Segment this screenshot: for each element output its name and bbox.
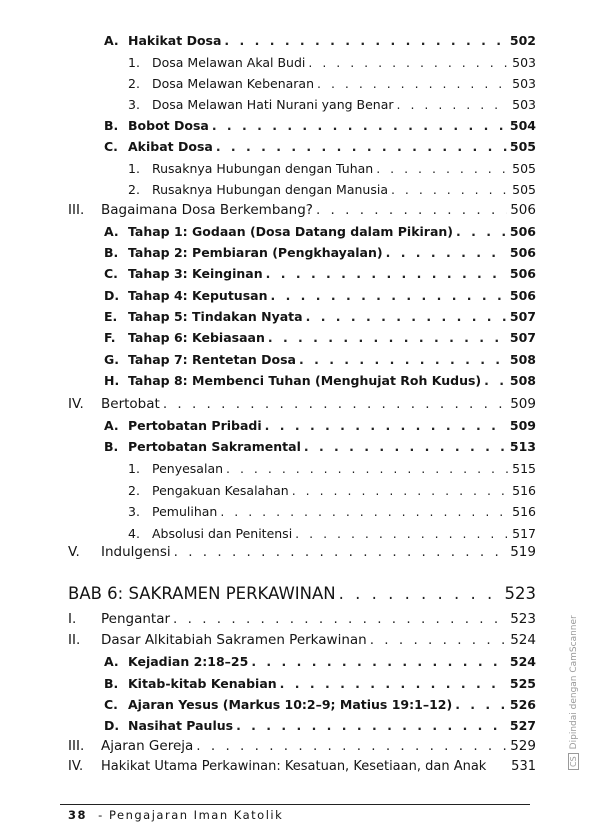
toc-leader-dots — [295, 526, 509, 541]
toc-entry-number: 2. — [128, 182, 140, 197]
book-title: Pengajaran Iman Katolik — [108, 808, 284, 822]
toc-entry — [128, 97, 536, 112]
toc-entry-title: Rusaknya Hubungan dengan Manusia — [152, 182, 388, 197]
toc-entry-page: 503 — [512, 97, 536, 112]
toc-entry-title: Rusaknya Hubungan dengan Tuhan — [152, 161, 374, 176]
toc-entry-title: Pertobatan Pribadi — [128, 418, 262, 433]
toc-entry-number: D. — [104, 718, 120, 733]
toc-entry-number: A. — [104, 224, 119, 239]
toc-entry-number: 2. — [128, 483, 140, 498]
toc-entry-page: 516 — [512, 504, 536, 519]
toc-leader-dots — [456, 224, 507, 239]
toc-leader-dots — [370, 632, 508, 648]
toc-entry-page: 504 — [509, 118, 536, 133]
toc-entry-title: Akibat Dosa — [128, 139, 213, 154]
toc-entry-page: 526 — [509, 697, 536, 712]
toc-entry-number: III. — [68, 202, 85, 218]
toc-leader-dots — [455, 697, 507, 712]
toc-leader-dots — [226, 461, 509, 476]
toc-leader-dots — [212, 118, 507, 133]
toc-section-entry — [68, 544, 536, 560]
toc-leader-dots — [196, 738, 507, 754]
toc-leader-dots — [376, 161, 509, 176]
toc-entry-title: Bagaimana Dosa Berkembang? — [101, 202, 313, 218]
toc-entry-number: V. — [68, 544, 80, 560]
toc-entry-number: G. — [104, 352, 120, 367]
toc-entry-number: C. — [104, 139, 118, 154]
toc-section-entry — [68, 759, 536, 774]
toc-entry-page: 508 — [509, 352, 536, 367]
toc-entry-title: Tahap 3: Keinginan — [128, 266, 263, 281]
toc-entry-title: Ajaran Gereja — [101, 738, 194, 754]
toc-entry-title: Bobot Dosa — [128, 118, 209, 133]
toc-entry-page: 505 — [512, 182, 536, 197]
toc-entry-page: 517 — [512, 526, 536, 541]
toc-entry-title: Dosa Melawan Akal Budi — [152, 55, 306, 70]
toc-entry-number: B. — [104, 118, 119, 133]
toc-entry-page: 506 — [509, 266, 536, 281]
toc-entry — [104, 654, 536, 669]
toc-entry — [104, 718, 536, 733]
toc-entry — [104, 352, 536, 367]
toc-leader-dots — [163, 396, 507, 412]
toc-entry-page: 503 — [512, 55, 536, 70]
toc-section-entry — [68, 396, 536, 412]
toc-entry-title: Dasar Alkitabiah Sakramen Perkawinan — [101, 632, 367, 648]
toc-entry-page: 502 — [509, 33, 536, 48]
toc-entry — [104, 118, 536, 133]
toc-entry — [104, 33, 536, 48]
toc-entry-title: Tahap 8: Membenci Tuhan (Menghujat Roh Kudus) — [128, 373, 482, 388]
toc-entry-number: B. — [104, 439, 119, 454]
toc-entry-number: III. — [68, 738, 85, 754]
toc-entry-title: Tahap 5: Tindakan Nyata — [128, 309, 303, 324]
toc-entry-page: 523 — [510, 611, 536, 627]
toc-entry-title: Dosa Melawan Kebenaran — [152, 76, 314, 91]
toc-leader-dots — [397, 97, 510, 112]
toc-entry-page: 515 — [512, 461, 536, 476]
toc-entry — [128, 76, 536, 91]
toc-entry-title: Tahap 4: Keputusan — [128, 288, 268, 303]
toc-leader-dots — [173, 611, 507, 627]
toc-entry-number: F. — [104, 330, 116, 345]
toc-entry — [128, 182, 536, 197]
toc-entry-number: A. — [104, 33, 119, 48]
toc-entry-page: 524 — [509, 654, 536, 669]
toc-entry-number: E. — [104, 309, 118, 324]
toc-entry-page: 507 — [509, 309, 536, 324]
toc-entry-page: 529 — [510, 738, 536, 754]
toc-entry-page: 506 — [509, 224, 536, 239]
toc-entry-number: 1. — [128, 161, 140, 176]
toc-entry — [104, 309, 536, 324]
toc-leader-dots — [265, 418, 507, 433]
toc-section-entry — [68, 632, 536, 648]
watermark-text: Dipindai dengan CamScanner — [569, 615, 579, 750]
toc-entry-page: 506 — [509, 288, 536, 303]
toc-entry-number: A. — [104, 654, 119, 669]
toc-entry-number: B. — [104, 245, 119, 260]
toc-entry — [104, 224, 536, 239]
toc-entry-number: D. — [104, 288, 120, 303]
toc-entry-page: 505 — [512, 161, 536, 176]
toc-leader-dots — [220, 504, 509, 519]
toc-leader-dots — [339, 584, 502, 603]
toc-leader-dots — [280, 676, 507, 691]
toc-entry-number: 1. — [128, 55, 140, 70]
toc-entry-title: Hakikat Utama Perkawinan: Kesatuan, Kesetiaan, dan Anak — [101, 759, 487, 774]
toc-entry-number: IV. — [68, 396, 84, 412]
toc-entry-page: 509 — [510, 396, 536, 412]
toc-entry-title: Tahap 6: Kebiasaan — [128, 330, 265, 345]
camscanner-icon: CS — [568, 753, 579, 770]
toc-entry-title: Pemulihan — [152, 504, 218, 519]
toc-entry-page: 531 — [511, 759, 536, 774]
toc-entry-number: B. — [104, 676, 119, 691]
toc-entry — [128, 55, 536, 70]
toc-entry — [104, 697, 536, 712]
toc-entry — [104, 266, 536, 281]
toc-chapter-heading — [68, 584, 536, 603]
page-footer — [68, 808, 283, 822]
toc-entry-page: 523 — [504, 584, 536, 603]
toc-leader-dots — [316, 202, 507, 218]
toc-entry-page: 509 — [509, 418, 536, 433]
toc-leader-dots — [251, 654, 507, 669]
toc-leader-dots — [304, 439, 507, 454]
toc-entry — [128, 526, 536, 541]
page-number: 38 — [68, 808, 88, 822]
toc-entry-page: 508 — [509, 373, 536, 388]
toc-entry-title: Pengakuan Kesalahan — [152, 483, 289, 498]
toc-entry — [104, 245, 536, 260]
toc-entry — [104, 439, 536, 454]
toc-entry — [128, 504, 536, 519]
toc-entry-title: Ajaran Yesus (Markus 10:2–9; Matius 19:1–12) — [128, 697, 453, 712]
toc-entry-title: Dosa Melawan Hati Nurani yang Benar — [152, 97, 394, 112]
toc-entry — [104, 288, 536, 303]
toc-entry-page: 516 — [512, 483, 536, 498]
toc-entry — [104, 330, 536, 345]
toc-chapter-title: BAB 6: SAKRAMEN PERKAWINAN — [68, 584, 336, 603]
toc-entry-title: Pertobatan Sakramental — [128, 439, 301, 454]
toc-leader-dots — [484, 373, 507, 388]
toc-entry-page: 519 — [510, 544, 536, 560]
toc-leader-dots — [224, 33, 506, 48]
toc-entry-number: 1. — [128, 461, 140, 476]
toc-entry-title: Pengantar — [101, 611, 171, 627]
toc-entry-page: 505 — [509, 139, 536, 154]
toc-entry-number: C. — [104, 697, 118, 712]
toc-entry — [104, 139, 536, 154]
toc-entry-page: 513 — [509, 439, 536, 454]
toc-entry-title: Kitab-kitab Kenabian — [128, 676, 277, 691]
toc-entry-page: 506 — [509, 245, 536, 260]
toc-leader-dots — [216, 139, 507, 154]
toc-entry — [128, 483, 536, 498]
toc-entry-number: I. — [68, 611, 77, 627]
toc-entry — [104, 418, 536, 433]
toc-leader-dots — [308, 55, 509, 70]
toc-entry — [104, 676, 536, 691]
toc-entry-number: II. — [68, 632, 81, 648]
toc-entry-number: C. — [104, 266, 118, 281]
toc-section-entry — [68, 611, 536, 627]
toc-entry — [128, 161, 536, 176]
toc-entry-title: Tahap 1: Godaan (Dosa Datang dalam Pikiran) — [128, 224, 454, 239]
toc-entry-page: 525 — [509, 676, 536, 691]
toc-leader-dots — [266, 266, 507, 281]
toc-entry-title: Tahap 7: Rentetan Dosa — [128, 352, 296, 367]
toc-entry-page: 507 — [509, 330, 536, 345]
toc-entry-number: 2. — [128, 76, 140, 91]
toc-entry-number: H. — [104, 373, 120, 388]
toc-entry-page: 503 — [512, 76, 536, 91]
toc-leader-dots — [306, 309, 507, 324]
toc-leader-dots — [236, 718, 507, 733]
toc-entry-number: 3. — [128, 504, 140, 519]
toc-entry-title: Tahap 2: Pembiaran (Pengkhayalan) — [128, 245, 383, 260]
scanner-watermark — [568, 615, 579, 770]
toc-leader-dots — [299, 352, 507, 367]
footer-divider — [60, 804, 530, 805]
toc-entry-page: 527 — [509, 718, 536, 733]
toc-entry — [104, 373, 536, 388]
toc-entry-title: Bertobat — [101, 396, 160, 412]
toc-entry-number: IV. — [68, 759, 84, 774]
toc-section-entry — [68, 738, 536, 754]
toc-leader-dots — [386, 245, 507, 260]
toc-leader-dots — [317, 76, 509, 91]
toc-leader-dots — [174, 544, 508, 560]
toc-entry-title: Penyesalan — [152, 461, 224, 476]
toc-entry-page: 524 — [510, 632, 536, 648]
toc-entry-number: A. — [104, 418, 119, 433]
toc-entry-page: 506 — [510, 202, 536, 218]
toc-entry-number: 4. — [128, 526, 140, 541]
footer-separator: - — [98, 808, 104, 822]
toc-entry-title: Hakikat Dosa — [128, 33, 222, 48]
toc-leader-dots — [292, 483, 509, 498]
toc-leader-dots — [268, 330, 507, 345]
toc-entry-title: Indulgensi — [101, 544, 171, 560]
toc-entry-number: 3. — [128, 97, 140, 112]
toc-leader-dots — [270, 288, 506, 303]
toc-entry-title: Absolusi dan Penitensi — [152, 526, 293, 541]
toc-leader-dots — [391, 182, 509, 197]
toc-entry — [128, 461, 536, 476]
toc-section-entry — [68, 202, 536, 218]
toc-entry-title: Nasihat Paulus — [128, 718, 234, 733]
toc-entry-title: Kejadian 2:18–25 — [128, 654, 249, 669]
